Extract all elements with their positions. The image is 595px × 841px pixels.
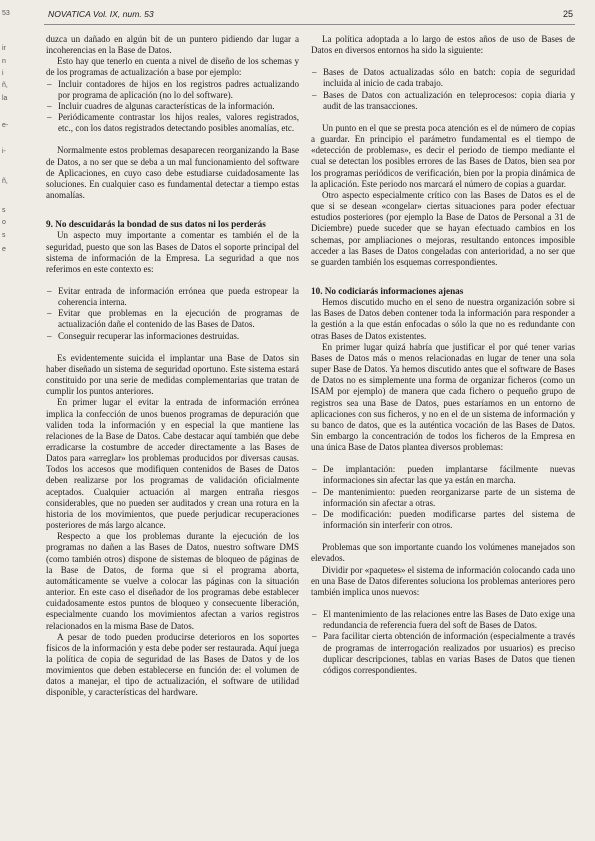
list-item: – Periódicamente contrastar los hijos reales, valores registrados, etc., con los datos registrados detectando posibles anomalías, etc. <box>58 112 299 134</box>
paragraph: A pesar de todo pueden producirse deterioros en los soportes físicos de la información y esta debe poder ser restaurada. Aquí juega la política de copia de seguridad de las Bases de Datos y de los movimientos que deben establecerse en función de: el volumen de datos a manejar, el tipo de actualización, el software de utilidad disponible, y características del hardware. <box>46 631 299 698</box>
left-column <box>46 34 299 699</box>
list-item: – El mantenimiento de las relaciones entre las Bases de Dato exige una redundancia de referencia fuera del soft de Bases de Datos. <box>323 609 575 631</box>
paragraph: Dividir por «paquetes» el sistema de información colocando cada uno en una Base de Datos diferentes soluciona los problemas anteriores pero también implica unos nuevos: <box>311 564 575 597</box>
paragraph: Es evidentemente suicida el implantar una Base de Datos sin haber diseñado un sistema de seguridad oportuno. Este sistema estará constituido por una serie de medidas complementarias que tratan de cumplir los puntos anteriores. <box>46 352 299 397</box>
bullet-list <box>46 286 299 342</box>
paragraph: Respecto a que los problemas durante la ejecución de los programas no dañen a las Bases de Datos, nuestro software DMS (como también otros) dispone de sistemas de bloqueo de páginas de la Base de Datos, de forma que si el programa aborta, automáticamente se vuelve a colocar las páginas con la situación anterior. En este caso el diseñador de los programas debe establecer cuidadosamente estos puntos de bloqueo y consecuente liberación, especialmente cuando los movimientos afectan a varios registros relacionados en la misma Base de Datos. <box>46 531 299 631</box>
section-heading: 9. No descuidarás la bondad de sus datos ni los perderás <box>46 219 266 230</box>
list-item: – De implantación: pueden implantarse fácilmente nuevas informaciones sin afectar las que ya están en marcha. <box>323 464 575 486</box>
paragraph: Problemas que son importante cuando los volúmenes manejados son elevados. <box>311 542 575 564</box>
margin-mark: i <box>2 70 4 77</box>
margin-mark: s <box>2 207 6 214</box>
paragraph: Normalmente estos problemas desaparecen reorganizando la Base de Datos, a no ser que se deba a un mal funcionamiento del software de Aplicaciones, en cuyo caso debe estudiarse cuidadosamente las soluciones. En cualquier caso es fundamental detectar a tiempo estas anomalías. <box>46 145 299 201</box>
margin-mark: o <box>2 219 6 226</box>
paragraph: Un aspecto muy importante a comentar es también el de la seguridad, puesto que son las Bases de Datos el soporte principal del sistema de información de la Empresa. La seguridad a que nos referimos en este contexto es: <box>46 230 299 274</box>
bullet-list <box>46 79 299 135</box>
list-item: – Bases de Datos actualizadas sólo en batch: copia de seguridad incluida al inicio de cada trabajo. <box>323 67 575 89</box>
paragraph: Esto hay que tenerlo en cuenta a nivel de diseño de los schemas y de los programas de actualización a base por ejemplo: <box>46 56 299 78</box>
list-item: – De mantenimiento: pueden reorganizarse parte de un sistema de información sin afectar a otras. <box>323 487 575 509</box>
bullet-list <box>311 609 575 676</box>
paragraph: Un punto en el que se presta poca atención es el de número de copias a guardar. En principio el parámetro fundamental es el tiempo de «detección de problemas», es decir el periodo de tiempo mediante el cual se detectan los posibles errores de las Bases de Datos, bien sea por los programas periódicos de verificación, bien por la propia dinámica de la aplicación. Este periodo nos marcará el número de copias a guardar. <box>311 122 575 189</box>
list-item: – Evitar entrada de información errónea que pueda estropear la coherencia interna. <box>58 286 299 308</box>
margin-mark: s <box>2 232 6 239</box>
list-item: – Evitar que problemas en la ejecución de programas de actualización dañe el contenido de las Bases de Datos. <box>58 308 299 330</box>
margin-mark: e- <box>2 122 9 129</box>
paragraph: Otro aspecto especialmente crítico con las Bases de Datos es el de que si se desean «congelar» ciertas situaciones para poder efectuar estudios posteriores (por ejemplo la Base de Datos de Personal a 31 de Diciembre) puede suceder que se hayan efectuado cambios en los schemas, por ampliaciones o mejoras, resultando entonces imposible acceder a las Bases de Datos congeladas con anterioridad, a no ser que se guarden también los esquemas correspondientes. <box>311 189 575 267</box>
paragraph: Hemos discutido mucho en el seno de nuestra organización sobre si las Bases de Datos deben contener toda la información para responder a la gestión a la que están enfocadas o sólo la que no es redundante con otras Bases de Datos existentes. <box>311 297 575 341</box>
margin-mark: n <box>2 58 6 65</box>
page-number: 25 <box>562 9 573 19</box>
bullet-list <box>311 464 575 531</box>
margin-mark: e <box>2 246 6 253</box>
section-heading: 10. No codiciarás informaciones ajenas <box>311 285 464 296</box>
list-item: – Incluir contadores de hijos en los registros padres actualizando por programa de aplicación (no lo del software). <box>58 79 299 101</box>
paragraph: duzca un dañado en algún bit de un puntero pidiendo dar lugar a incoherencias en la Base de Datos. <box>46 34 299 56</box>
page-header <box>48 9 573 23</box>
list-item: – Conseguir recuperar las informaciones destruidas. <box>58 331 299 342</box>
list-item: – De modificación: pueden modificarse partes del sistema de información sin interferir con otros. <box>323 509 575 531</box>
margin-mark: ñ, <box>2 82 8 89</box>
margin-marks <box>0 0 14 841</box>
margin-mark: i- <box>2 148 6 155</box>
right-column <box>311 34 575 676</box>
paragraph: En primer lugar quizá habría que justificar el por qué tener varias Bases de Datos más o menos relacionadas en lugar de tener una sola super Base de Datos. Ya hemos discutido antes que el software de Bases de Datos no es simplemente una forma de organizar ficheros (como un ISAM por ejemplo) de manera que cada fichero o pequeño grupo de registros sea una Base de Datos, pues estaríamos en un entorno de aplicaciones con sus ficheros, y no en el de un sistema de información y su banco de datos, que es la auténtica vocación de las Bases de Datos. Sin embargo la concentración de todos los ficheros de la Empresa en una única Base de Datos plantea diversos problemas: <box>311 341 575 453</box>
list-item: – Bases de Datos con actualización en teleprocesos: copia diaria y audit de las transacciones. <box>323 90 575 112</box>
paragraph: La política adoptada a lo largo de estos años de uso de Bases de Datos en diversos entornos ha sido la siguiente: <box>311 34 575 56</box>
margin-mark: la <box>2 95 8 102</box>
bullet-list <box>311 67 575 112</box>
margin-mark: ñ, <box>2 178 8 185</box>
margin-mark: 53 <box>2 10 10 17</box>
margin-mark: ir <box>2 45 6 52</box>
list-item: – Para facilitar cierta obtención de información (especialmente a través de programas de interrogación realizados por usuarios) es preciso duplicar descripciones, tablas en varias Bases de Datos que tienen códigos correspondientes. <box>323 631 575 676</box>
list-item: – Incluir cuadres de algunas características de la información. <box>58 101 299 112</box>
paragraph: En primer lugar el evitar la entrada de información errónea implica la confección de unos buenos programas de depuración que validen toda la información y en especial la que mantiene las relaciones de la Base de Datos. Cabe destacar aquí también que debe erradicarse la costumbre de acceder directamente a las Bases de Datos para «arreglar» los problemas producidos por diversas causas. Todos los accesos que modifiquen contenidos de Bases de Datos deben realizarse por los programas de validación oficialmente aceptados. Cualquier actuación al margen entraña riesgos considerables, que no pueden ser auditados y crean una rotura en la historia de los movimientos, que puede perjudicar recuperaciones posteriores de más largo alcance. <box>46 397 299 531</box>
journal-title: NOVATICA Vol. IX, num. 53 <box>48 9 154 19</box>
header-rule <box>44 24 575 25</box>
